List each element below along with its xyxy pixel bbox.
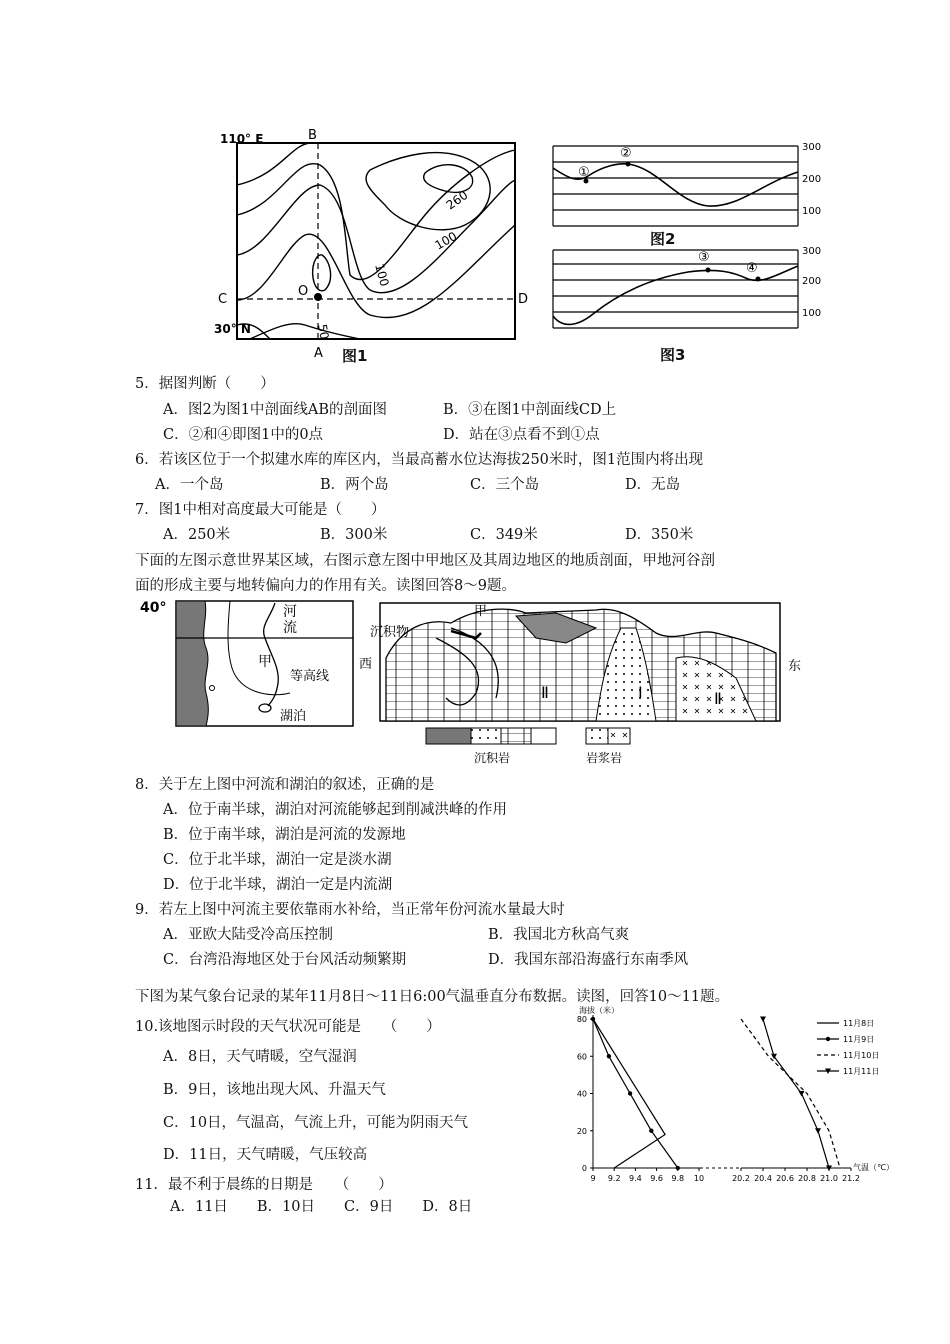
lake-label: 湖泊 xyxy=(280,709,307,724)
q6-stem: 6．若该区位于一个拟建水库的库区内，当最高蓄水位达海拔250米时，图1范围内将出现 xyxy=(135,452,704,468)
x-tick-label: 21.0 xyxy=(820,1174,838,1183)
y-tick-label: 0 xyxy=(581,1164,587,1173)
point-o-label: O xyxy=(298,284,309,299)
q7-stem: 7．图1中相对高度最大可能是（ ） xyxy=(135,502,386,518)
sediment-label: 沉积物 xyxy=(370,625,410,640)
series-point xyxy=(815,1128,821,1134)
point-d-label: D xyxy=(518,292,529,307)
q6-option-d: D．无岛 xyxy=(625,477,681,493)
series-point xyxy=(799,1091,805,1097)
x-tick-label: 9.6 xyxy=(650,1174,663,1183)
q8-stem: 8．关于左上图中河流和湖泊的叙述，正确的是 xyxy=(135,777,435,793)
q10-option-d: D．11日，天气晴暖，气压较高 xyxy=(163,1147,368,1163)
q6-option-a: A．一个岛 xyxy=(155,477,224,493)
tick-200: 200 xyxy=(802,276,822,287)
tick-300: 300 xyxy=(802,142,822,153)
q11-options: A．11日 B．10日 C．9日 D．8日 xyxy=(170,1199,473,1215)
figure-1-caption: 图1 xyxy=(342,347,368,365)
region-map xyxy=(140,598,355,730)
q5-stem: 5．据图判断（ ） xyxy=(135,376,275,392)
q8-option-a: A．位于南半球，湖泊对河流能够起到削减洪峰的作用 xyxy=(163,802,507,818)
profile-line-3 xyxy=(553,266,798,324)
legend-label: 11月9日 xyxy=(843,1035,875,1044)
q5-option-a: A．图2为图1中剖面线AB的剖面图 xyxy=(163,402,388,418)
x-tick-label: 20.2 xyxy=(732,1174,750,1183)
jia-label: 甲 xyxy=(474,604,488,619)
q5-option-c: C．②和④即图1中的0点 xyxy=(163,427,324,443)
x-tick-label: 20.4 xyxy=(754,1174,772,1183)
temperature-profile-svg xyxy=(555,1005,895,1195)
x-tick-label: 20.8 xyxy=(798,1174,816,1183)
series-point xyxy=(591,1017,595,1021)
legend-marker xyxy=(826,1037,830,1041)
q6-option-c: C．三个岛 xyxy=(470,477,540,493)
x-tick-label: 9.4 xyxy=(629,1174,642,1183)
tick-100: 100 xyxy=(802,308,822,319)
q10-stem: 10.该地图示时段的天气状况可能是 （ ） xyxy=(135,1019,441,1035)
intro-8-9-line1: 下面的左图示意世界某区域，右图示意左图中甲地区及其周边地区的地质剖面，甲地河谷剖 xyxy=(135,553,715,569)
figure-1 xyxy=(210,125,530,365)
marker-2: ② xyxy=(620,146,632,161)
q7-option-a: A．250米 xyxy=(163,527,231,543)
series-point xyxy=(628,1091,632,1095)
figure-2 xyxy=(548,138,828,246)
q10-option-a: A．8日，天气晴暖，空气湿润 xyxy=(163,1049,357,1065)
contour-label-260: 260 xyxy=(443,187,471,213)
x-tick-label: 9.8 xyxy=(671,1174,685,1183)
q7-option-c: C．349米 xyxy=(470,527,538,543)
q9-option-b: B．我国北方秋高气爽 xyxy=(488,927,630,943)
intro-10-11: 下图为某气象台记录的某年11月8日～11日6:00气温垂直分布数据。读图，回答10～11题。 xyxy=(135,989,730,1005)
marker-3: ③ xyxy=(698,250,710,265)
q5-option-b: B．③在图1中剖面线CD上 xyxy=(443,402,617,418)
series-line-4 xyxy=(763,1019,829,1168)
marker-1: ① xyxy=(578,165,590,180)
q8-option-d: D．位于北半球，湖泊一定是内流湖 xyxy=(163,877,393,893)
x-tick-label: 20.6 xyxy=(776,1174,794,1183)
series-point xyxy=(649,1129,653,1133)
roman-2-label: Ⅰ xyxy=(638,683,643,702)
x-tick-label: 21.2 xyxy=(842,1174,860,1183)
q7-option-d: D．350米 xyxy=(625,527,694,543)
temperature-chart xyxy=(555,1005,895,1195)
y-tick-label: 60 xyxy=(576,1052,587,1062)
west-label: 西 xyxy=(359,657,373,672)
series-point xyxy=(676,1166,680,1170)
q6-option-b: B．两个岛 xyxy=(320,477,389,493)
jia-label: 甲 xyxy=(258,654,272,670)
roman-1-label: Ⅱ xyxy=(541,683,549,702)
lat-label: 30° N xyxy=(214,322,251,336)
point-zero-marker xyxy=(314,293,322,301)
legend-sediment-rock: 沉积岩 xyxy=(474,751,511,765)
contour-map xyxy=(210,125,530,365)
y-axis-label: 海拔（米） xyxy=(579,1006,619,1015)
lat-40-label: 40° xyxy=(140,600,167,616)
q9-option-d: D．我国东部沿海盛行东南季风 xyxy=(488,952,689,968)
series-point xyxy=(607,1054,611,1058)
q9-stem: 9．若左上图中河流主要依靠雨水补给，当正常年份河流水量最大时 xyxy=(135,902,565,918)
x-tick-label: 10 xyxy=(693,1174,705,1183)
figure-2-caption: 图2 xyxy=(650,230,676,248)
contour-lines xyxy=(237,143,515,339)
x-tick-label: 9 xyxy=(590,1174,596,1183)
tick-300: 300 xyxy=(802,246,822,257)
q11-stem: 11．最不利于晨练的日期是 （ ） xyxy=(135,1177,393,1193)
river-label-1: 河 xyxy=(283,604,297,620)
marker-4: ④ xyxy=(746,261,758,276)
x-tick-label: 9.2 xyxy=(607,1174,621,1183)
series-point xyxy=(760,1017,766,1023)
y-tick-label: 40 xyxy=(576,1089,587,1099)
y-tick-label: 80 xyxy=(576,1015,587,1024)
profile-chart-2 xyxy=(548,138,828,246)
contour-label-100b: 100 xyxy=(372,262,392,288)
contour-label: 等高线 xyxy=(290,669,330,684)
x-axis-label: 气温（℃） xyxy=(853,1163,894,1172)
q9-option-c: C．台湾沿海地区处于台风活动频繁期 xyxy=(163,952,407,968)
q8-option-c: C．位于北半球，湖泊一定是淡水湖 xyxy=(163,852,392,868)
point-a-label: A xyxy=(314,346,323,361)
q9-option-a: A．亚欧大陆受冷高压控制 xyxy=(163,927,333,943)
lon-label: 110° E xyxy=(220,132,264,146)
geologic-section xyxy=(356,598,806,768)
point-b-label: B xyxy=(308,128,317,143)
east-label: 东 xyxy=(788,659,802,674)
intro-8-9-line2: 面的形成主要与地转偏向力的作用有关。读图回答8～9题。 xyxy=(135,578,516,594)
q10-option-c: C．10日，气温高，气流上升，可能为阴雨天气 xyxy=(163,1115,469,1131)
river-label-2: 流 xyxy=(283,620,297,636)
legend-label: 11月8日 xyxy=(843,1019,875,1028)
series-line-3 xyxy=(741,1019,840,1168)
figure-3-caption: 图3 xyxy=(660,346,686,364)
map-frame xyxy=(237,143,515,339)
q10-option-b: B．9日，该地出现大风、升温天气 xyxy=(163,1082,386,1098)
series-line-2 xyxy=(593,1019,678,1168)
q7-option-b: B．300米 xyxy=(320,527,388,543)
legend-label: 11月11日 xyxy=(843,1067,880,1076)
profile-chart-3 xyxy=(548,244,828,344)
point-c-label: C xyxy=(218,292,228,307)
profile-line-2 xyxy=(553,164,798,206)
tick-200: 200 xyxy=(802,174,822,185)
y-tick-label: 20 xyxy=(576,1126,587,1136)
tick-100: 100 xyxy=(802,206,822,217)
legend-magma-rock: 岩浆岩 xyxy=(586,751,623,765)
roman-3-label: Ⅱ xyxy=(714,689,722,708)
q5-option-d: D．站在③点看不到①点 xyxy=(443,427,600,443)
figure-3 xyxy=(548,244,828,364)
contour-label-100: 100 xyxy=(432,229,460,253)
legend-label: 11月10日 xyxy=(843,1051,880,1060)
contour-label-50: 50 xyxy=(315,323,332,341)
q8-option-b: B．位于南半球，湖泊是河流的发源地 xyxy=(163,827,406,843)
